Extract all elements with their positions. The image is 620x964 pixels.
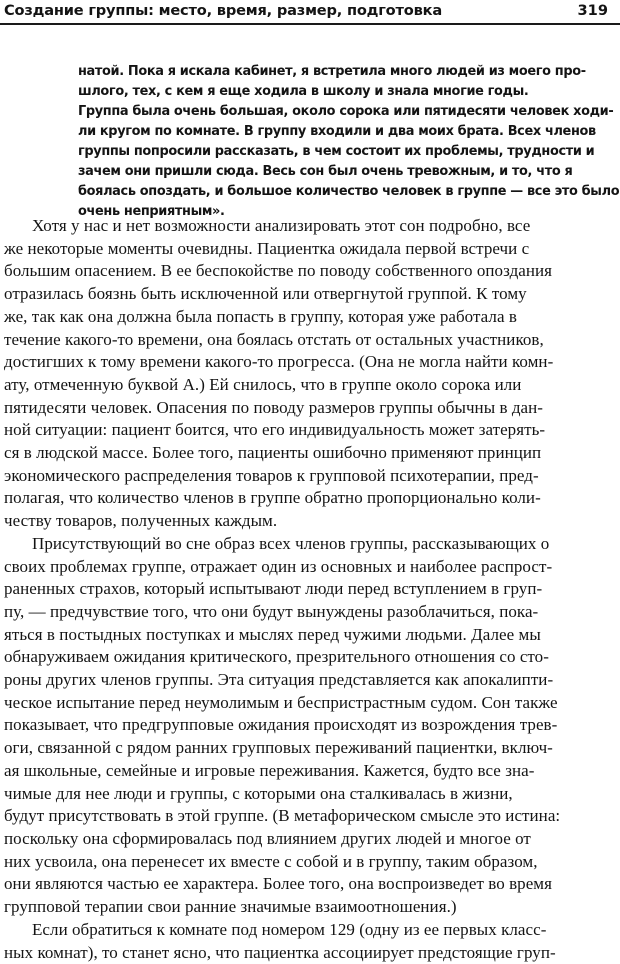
quote-line: боялась опоздать, и большое количество человек в группе — все это было (78, 182, 598, 202)
body-line: честву товаров, полученных каждым. (4, 510, 616, 533)
body-line: яться в постыдных поступках и мыслях перед чужими людьми. Далее мы (4, 624, 616, 647)
body-line: ной ситуации: пациент боится, что его индивидуальность может затерять- (4, 419, 616, 442)
body-line: достигших к тому времени какого-то прогресса. (Она не могла найти комн- (4, 351, 616, 374)
body-line: пятидесяти человек. Опасения по поводу размеров группы обычны в дан- (4, 397, 616, 420)
body-line: же некоторые моменты очевидны. Пациентка ожидала первой встречи с (4, 238, 616, 261)
body-line: ных комнат), то станет ясно, что пациентка ассоциирует предстоящие груп- (4, 942, 616, 964)
body-line: раненных страхов, который испытывают люди перед вступлением в груп- (4, 578, 616, 601)
body-line: роны других членов группы. Эта ситуация представляется как апокалипти- (4, 669, 616, 692)
body-line: них усвоила, она перенесет их вместе с собой и в группу, таким образом, (4, 851, 616, 874)
body-line: ся в людской массе. Более того, пациенты ошибочно применяют принцип (4, 442, 616, 465)
quote-line: зачем они пришли сюда. Весь сон был очень тревожным, и то, что я (78, 162, 598, 182)
body-line: своих проблемах группе, отражает один из основных и наиболее распрост- (4, 556, 616, 579)
body-line: пу, — предчувствие того, что они будут вынуждены разоблачиться, пока- (4, 601, 616, 624)
body-line: течение какого-то времени, она боялась отстать от остальных участников, (4, 329, 616, 352)
body-line: ческое испытание перед неумолимым и беспристрастным судом. Сон также (4, 692, 616, 715)
body-line: обнаруживаем ожидания критического, презрительного отношения со сто- (4, 646, 616, 669)
body-line: же, так как она должна была попасть в группу, которая уже работала в (4, 306, 616, 329)
body-text (4, 215, 616, 964)
chapter-title: Создание группы: место, время, размер, подготовка (4, 2, 442, 19)
body-line: Присутствующий во сне образ всех членов группы, рассказывающих о (4, 533, 616, 556)
body-line: Хотя у нас и нет возможности анализировать этот сон подробно, все (4, 215, 616, 238)
body-line: показывает, что предгрупповые ожидания происходят из возрождения трев- (4, 714, 616, 737)
quote-line: Группа была очень большая, около сорока или пятидесяти человек ходи- (78, 102, 598, 122)
body-line: большим опасением. В ее беспокойстве по поводу собственного опоздания (4, 260, 616, 283)
body-line: оги, связанной с рядом ранних групповых переживаний пациентки, включ- (4, 737, 616, 760)
header-divider (0, 23, 620, 25)
body-line: экономического распределения товаров к групповой психотерапии, пред- (4, 465, 616, 488)
body-line: поскольку она сформировалась под влиянием других людей и многое от (4, 828, 616, 851)
body-line: групповой терапии свои ранние значимые взаимоотношения.) (4, 896, 616, 919)
body-line: ату, отмеченную буквой А.) Ей снилось, что в группе около сорока или (4, 374, 616, 397)
dream-quote-block (78, 62, 598, 222)
body-line: Если обратиться к комнате под номером 129 (одну из ее первых класс- (4, 919, 616, 942)
body-line: чимые для нее люди и группы, с которыми она сталкивалась в жизни, (4, 783, 616, 806)
body-line: будут присутствовать в этой группе. (В метафорическом смысле это истина: (4, 805, 616, 828)
quote-line: очень неприятным». (78, 202, 598, 222)
quote-line: натой. Пока я искала кабинет, я встретила много людей из моего про- (78, 62, 598, 82)
body-line: ая школьные, семейные и игровые переживания. Кажется, будто все зна- (4, 760, 616, 783)
page-number: 319 (578, 2, 608, 19)
quote-line: группы попросили рассказать, в чем состоит их проблемы, трудности и (78, 142, 598, 162)
running-header (0, 0, 620, 24)
body-line: полагая, что количество членов в группе обратно пропорционально коли- (4, 487, 616, 510)
quote-line: шлого, тех, с кем я еще ходила в школу и знала многие годы. (78, 82, 598, 102)
body-line: отразилась боязнь быть исключенной или отвергнутой группой. К тому (4, 283, 616, 306)
quote-line: ли кругом по комнате. В группу входили и два моих брата. Всех членов (78, 122, 598, 142)
body-line: они являются частью ее характера. Более того, она воспроизведет во время (4, 873, 616, 896)
